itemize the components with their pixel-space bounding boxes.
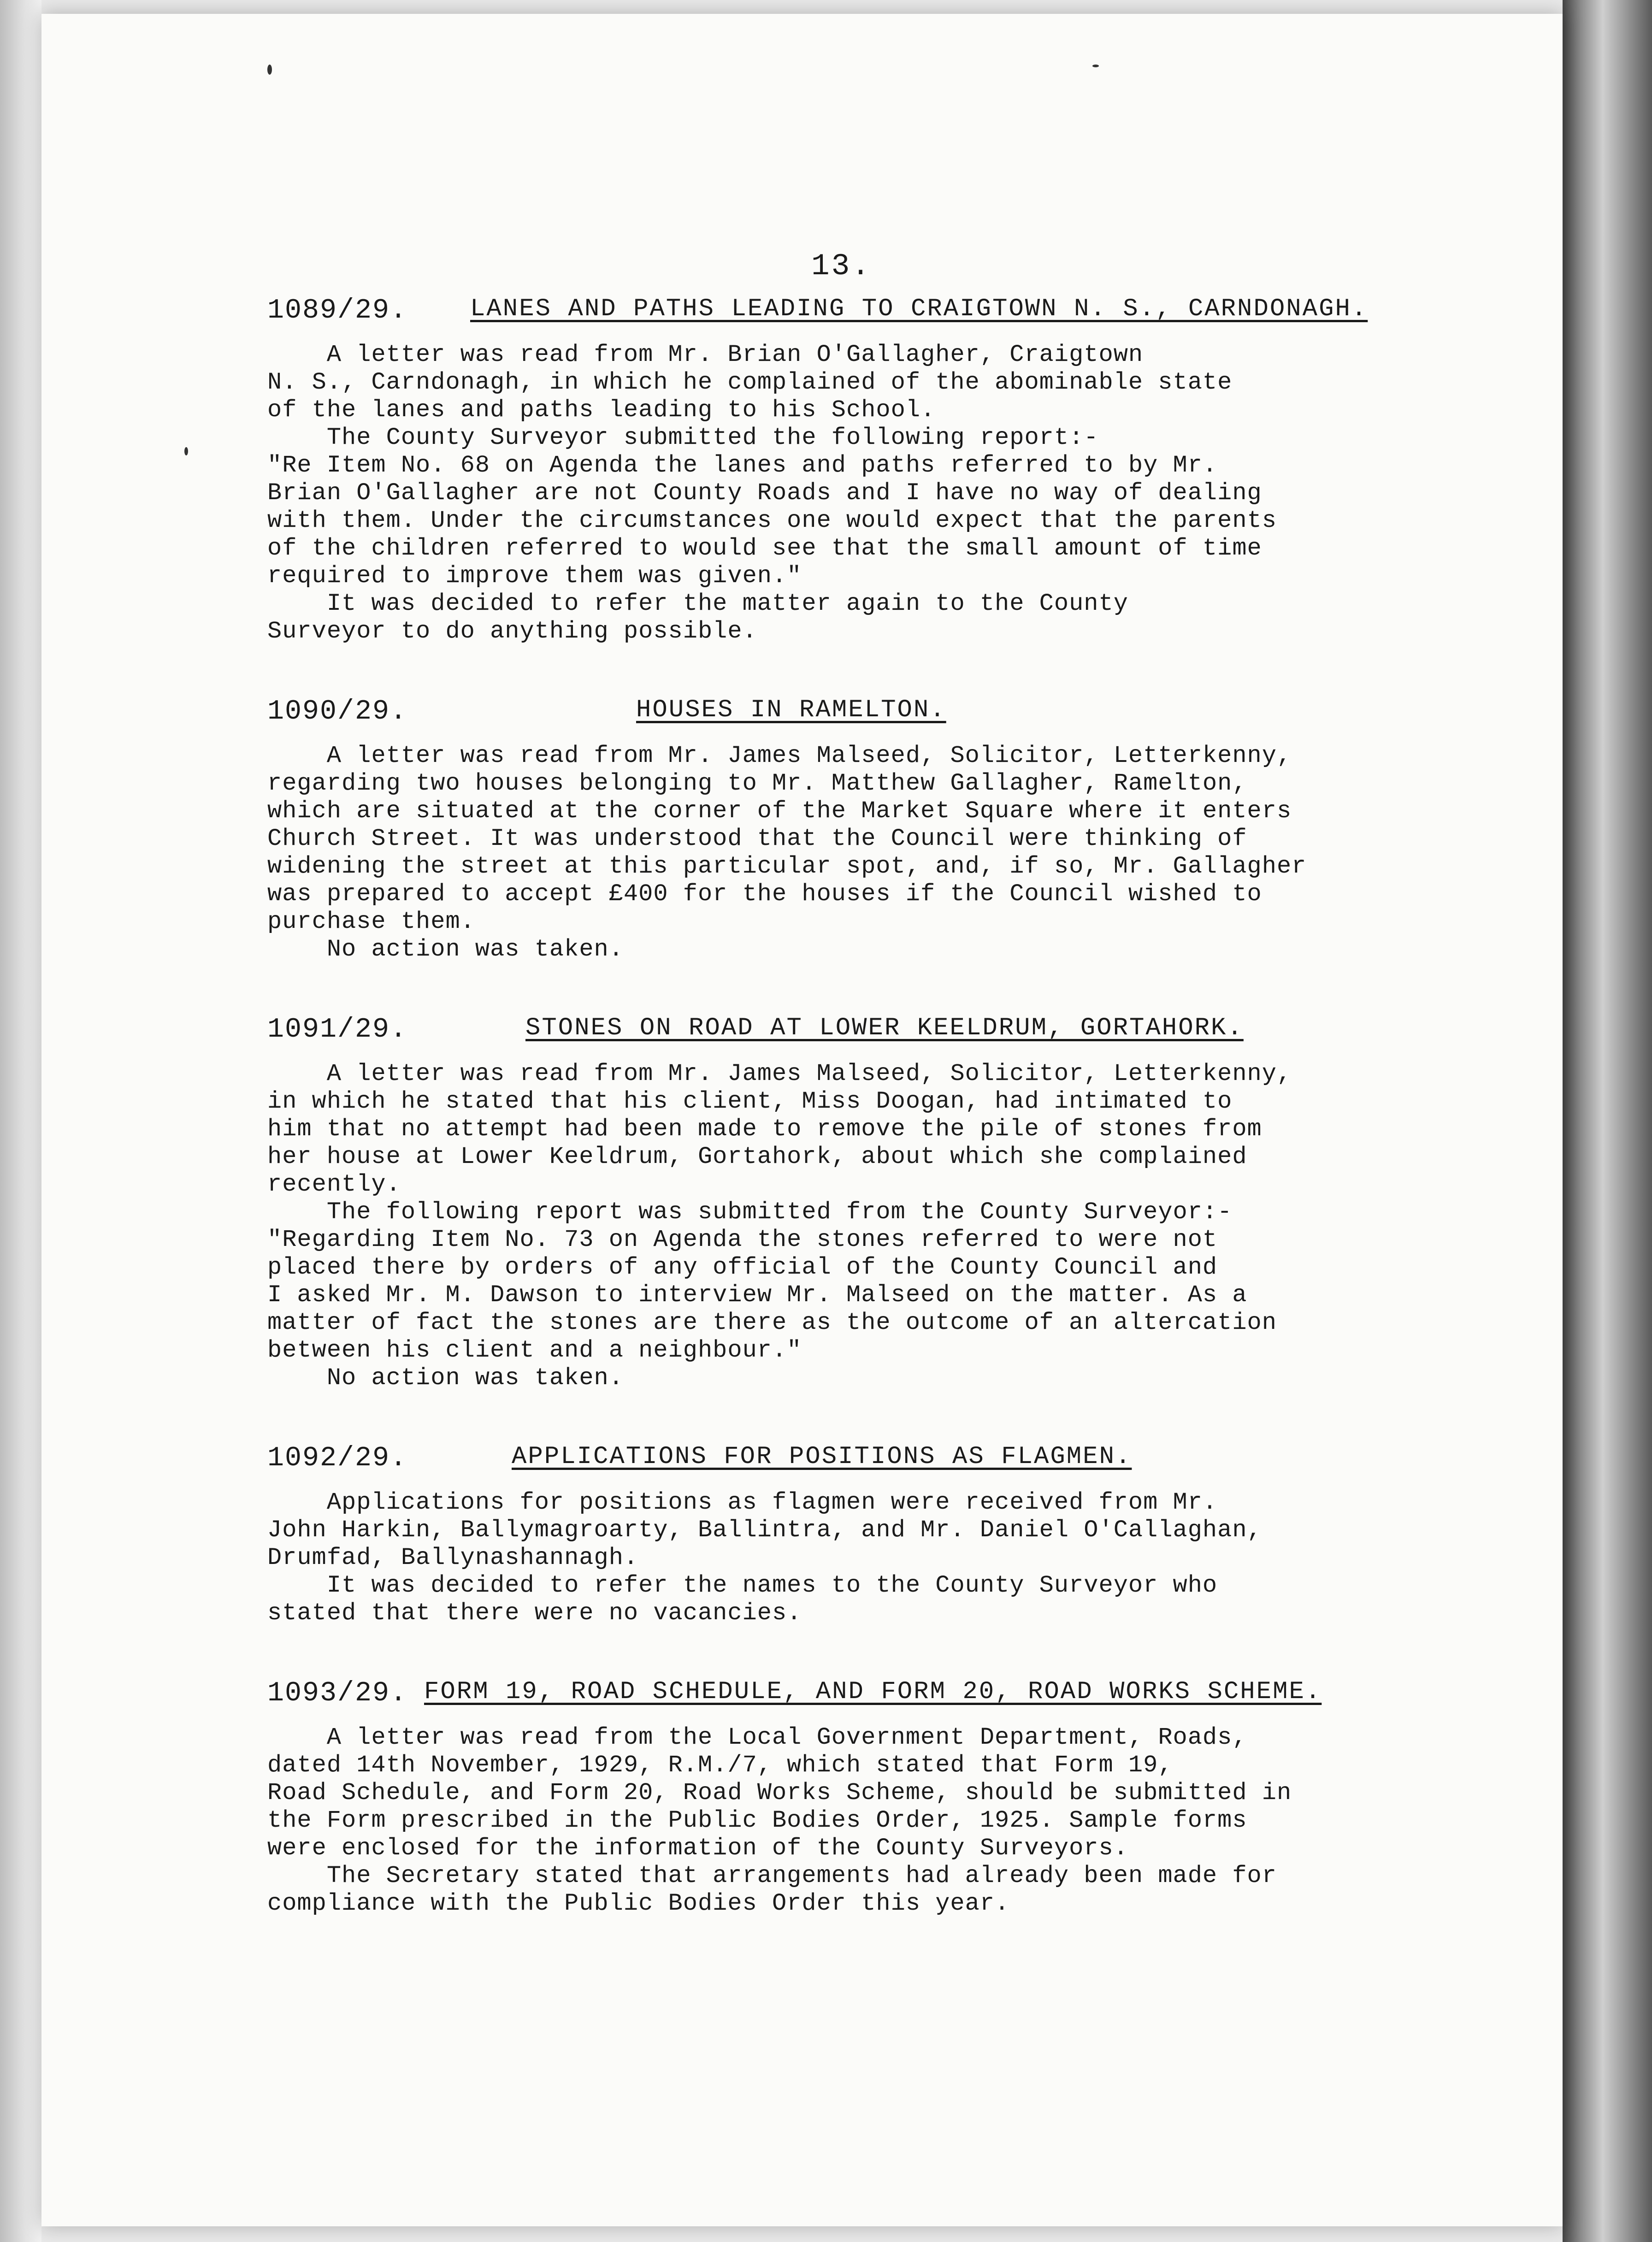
minute-number: 1089/29. (267, 295, 408, 326)
minute-title: FORM 19, ROAD SCHEDULE, AND FORM 20, ROAD WORKS SCHEME. (424, 1678, 1322, 1706)
minute-heading (267, 1443, 1447, 1489)
paragraph: It was decided to refer the names to the County Surveyor who stated that there were no vacancies. (267, 1572, 1218, 1627)
scan-right-edge (1563, 0, 1652, 2242)
scan-left-edge (0, 0, 41, 2242)
minute-number: 1092/29. (267, 1443, 408, 1474)
paragraph: A letter was read from Mr. Brian O'Gallagher, Craigtown N. S., Carndonagh, in which he complained of the abominable state of the lanes and paths leading to his School. (267, 341, 1233, 424)
minute-title: APPLICATIONS FOR POSITIONS AS FLAGMEN. (512, 1443, 1132, 1471)
minute-1090 (267, 696, 1447, 963)
scan-speck (1092, 65, 1099, 67)
paragraph: Applications for positions as flagmen were received from Mr. John Harkin, Ballymagroarty, Ballintra, and Mr. Daniel O'Callaghan, Drumfad, Ballynashannagh. (267, 1489, 1262, 1571)
minute-1091 (267, 1014, 1447, 1392)
minute-number: 1093/29. (267, 1678, 408, 1709)
paragraph: No action was taken. (267, 936, 624, 963)
minute-heading (267, 1678, 1447, 1724)
minute-number: 1090/29. (267, 696, 408, 727)
minute-1089 (267, 295, 1447, 645)
minutes-content (267, 295, 1447, 1968)
paragraph: A letter was read from the Local Government Department, Roads, dated 14th November, 1929, R.M./7, which stated that Form 19, Road Schedule, and Form 20, Road Works Scheme, should be submitted in the Form prescribed in the Public Bodies Order, 1925. Sample forms were enclosed for the information of the County Surveyors. (267, 1724, 1292, 1862)
minute-1092 (267, 1443, 1447, 1627)
paragraph: The Secretary stated that arrangements had already been made for compliance with the Public Bodies Order this year. (267, 1862, 1277, 1917)
paragraph: The County Surveyor submitted the following report:- "Re Item No. 68 on Agenda the lanes and paths referred to by Mr. Brian O'Gallagher are not County Roads and I have no way of dealing with them. Under the circumstances one would expect that the parents of the children referred to would see that the small amount of time required to improve them was given." (267, 424, 1277, 590)
minute-1093 (267, 1678, 1447, 1918)
paragraph: A letter was read from Mr. James Malseed, Solicitor, Letterkenny, in which he stated that his client, Miss Doogan, had intimated to him that no attempt had been made to remove the pile of stones from her house at Lower Keeldrum, Gortahork, about which she complained recently. (267, 1060, 1292, 1198)
minute-heading (267, 295, 1447, 341)
minute-title: LANES AND PATHS LEADING TO CRAIGTOWN N. S., CARNDONAGH. (470, 295, 1368, 323)
paragraph: A letter was read from Mr. James Malseed, Solicitor, Letterkenny, regarding two houses belonging to Mr. Matthew Gallagher, Ramelton, which are situated at the corner of the Market Square where it enters Church Street. It was understood that the Council were thinking of widening the street at this particular spot, and, if so, Mr. Gallagher was prepared to accept £400 for the houses if the Council wished to purchase them. (267, 742, 1307, 935)
paragraph: No action was taken. (267, 1364, 624, 1392)
minute-number: 1091/29. (267, 1014, 408, 1045)
paragraph: The following report was submitted from the County Surveyor:- "Regarding Item No. 73 on Agenda the stones referred to were not placed there by orders of any official of the County Council and I asked Mr. M. Dawson to interview Mr. Malseed on the matter. As a matter of fact the stones are there as the outcome of an altercation between his client and a neighbour." (267, 1198, 1277, 1364)
scan-speck (184, 447, 188, 455)
scan-speck (267, 65, 272, 75)
page-number: 13. (811, 249, 872, 283)
minute-heading (267, 1014, 1447, 1060)
minute-title: HOUSES IN RAMELTON. (636, 696, 946, 724)
minute-heading (267, 696, 1447, 742)
minute-title: STONES ON ROAD AT LOWER KEELDRUM, GORTAHORK. (525, 1014, 1244, 1042)
paragraph: It was decided to refer the matter again to the County Surveyor to do anything possible. (267, 590, 1128, 645)
